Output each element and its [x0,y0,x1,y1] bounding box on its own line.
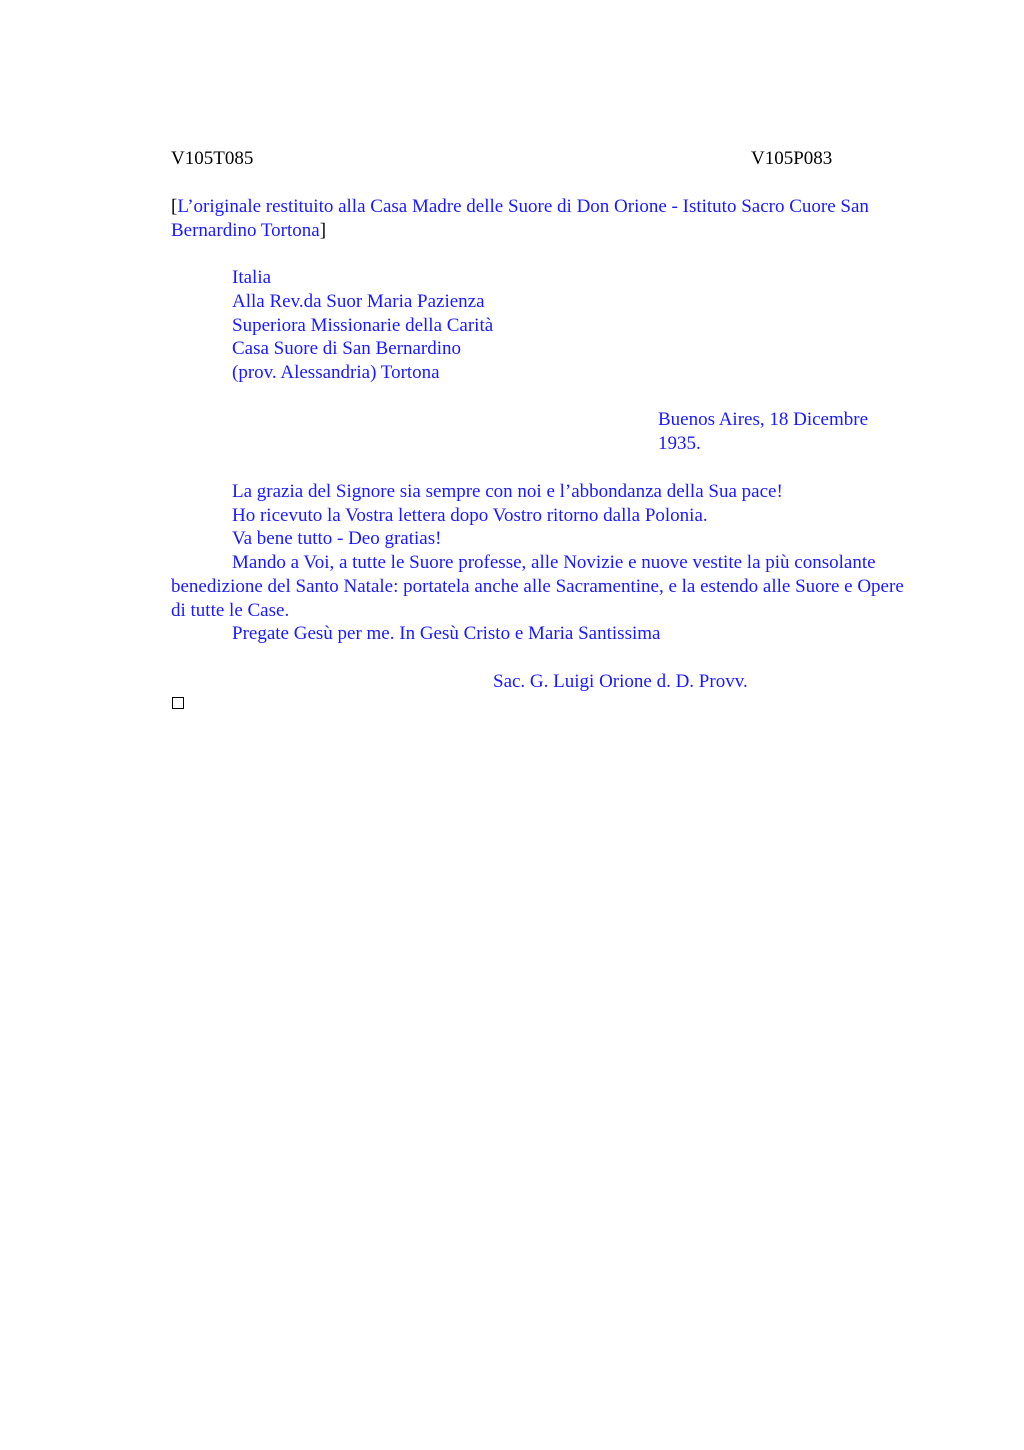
note-close-bracket: ] [319,219,327,241]
address-line: Italia [232,267,272,288]
body-paragraph: Pregate Gesù per me. In Gesù Cristo e Maria Santissima [232,623,661,645]
body-paragraph: La grazia del Signore sia sempre con noi e l’abbondanza della Sua pace! [232,481,783,502]
left-code: V105T085 [171,148,254,169]
body-paragraph: Mando a Voi, a tutte le Suore professe, alle Novizie e nuove vestite la più consolante benedizione del Santo Natale: portatela anche alle Sacramentine, e la estendo alle Suore e Opere di tutte le Case. [171,552,904,621]
empty-box-symbol [172,697,184,709]
archive-note [171,195,911,242]
address-line: Alla Rev.da Suor Maria Pazienza [232,290,485,312]
note-open-bracket: [ [171,196,178,217]
body-paragraph: Ho ricevuto la Vostra lettera dopo Vostro ritorno dalla Polonia. [232,504,708,526]
body-paragraph: Va bene tutto - Deo gratias! [232,528,442,550]
right-code: V105P083 [751,148,833,169]
dateline: Buenos Aires, 18 Dicembre 1935. [658,409,869,454]
letter-body [171,480,911,646]
address-line: Superiora Missionarie della Carità [232,314,494,336]
note-text: L’originale restituito alla Casa Madre delle Suore di Don Orione - Istituto Sacro Cuore San Bernardino Tortona [171,196,869,241]
address-line: Casa Suore di San Bernardino [232,338,462,360]
address-block [232,266,493,385]
address-line: (prov. Alessandria) Tortona [232,362,440,384]
signature: Sac. G. Luigi Orione d. D. Provv. [493,671,748,692]
